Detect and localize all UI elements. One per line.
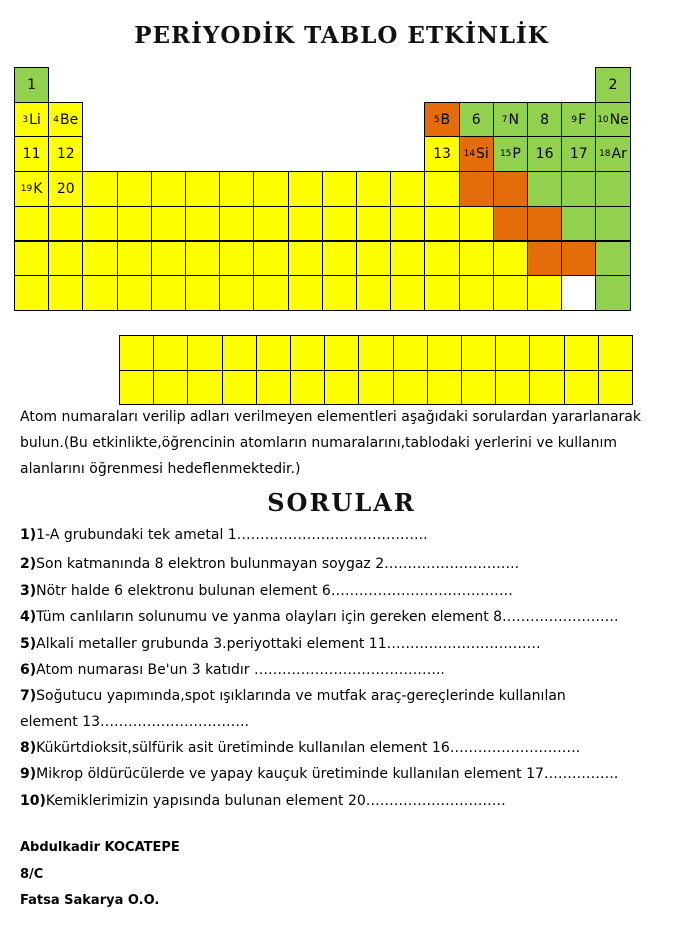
element-cell xyxy=(288,206,323,242)
element-cell xyxy=(288,171,323,207)
element-symbol: F xyxy=(578,111,587,128)
question-line xyxy=(20,527,670,543)
element-cell xyxy=(82,171,117,207)
element-cell xyxy=(185,275,220,311)
question-number: 7) xyxy=(20,688,37,704)
f-block-cell xyxy=(427,370,462,406)
element-cell xyxy=(288,275,323,311)
element-cell xyxy=(356,275,391,311)
f-block-cell xyxy=(119,370,154,406)
element-cell xyxy=(151,206,186,242)
element-cell xyxy=(424,102,459,138)
element-symbol: P xyxy=(512,146,521,163)
element-cell xyxy=(82,206,117,242)
f-block-cell xyxy=(564,370,599,406)
element-cell xyxy=(424,241,459,277)
element-cell xyxy=(561,136,596,172)
element-cell xyxy=(14,102,49,138)
element-cell xyxy=(151,275,186,311)
question-number: 9) xyxy=(20,766,37,782)
element-cell xyxy=(459,206,494,242)
element-symbol: N xyxy=(508,111,519,128)
element-label: 8 xyxy=(540,111,550,128)
element-cell xyxy=(322,206,357,242)
f-block-cell xyxy=(324,370,359,406)
f-block-cell xyxy=(529,335,564,371)
atomic-number: 7 xyxy=(501,114,508,125)
atomic-number: 18 xyxy=(599,149,611,160)
question-text: Kemiklerimizin yapısında bulunan element 20………………………… xyxy=(45,793,506,809)
question-line xyxy=(20,793,670,809)
element-cell xyxy=(117,241,152,277)
element-cell xyxy=(595,241,630,277)
f-block-cell xyxy=(358,335,393,371)
element-cell xyxy=(288,241,323,277)
question-text: Son katmanında 8 elektron bulunmayan soygaz 2……………………….. xyxy=(36,556,520,572)
atomic-number: 14 xyxy=(463,149,476,160)
element-cell xyxy=(493,206,528,242)
question-number: 5) xyxy=(20,636,37,652)
f-block-cell xyxy=(427,335,462,371)
question-line xyxy=(20,740,670,756)
element-cell xyxy=(390,241,425,277)
question-text: Soğutucu yapımında,spot ışıklarında ve mutfak araç-gereçlerinde kullanılan xyxy=(36,688,566,704)
question-number: 10) xyxy=(20,793,46,809)
element-cell xyxy=(459,136,494,172)
atomic-number: 4 xyxy=(53,114,60,125)
element-cell xyxy=(48,241,83,277)
element-cell xyxy=(151,241,186,277)
element-label: 17 xyxy=(569,146,588,163)
question-line xyxy=(20,766,670,782)
f-block-cell xyxy=(187,335,222,371)
element-cell xyxy=(82,275,117,311)
element-cell xyxy=(459,275,494,311)
element-label: 12 xyxy=(56,146,75,163)
element-cell xyxy=(82,241,117,277)
element-cell xyxy=(48,275,83,311)
element-symbol: Li xyxy=(29,111,41,128)
f-block-cell xyxy=(256,335,291,371)
element-cell xyxy=(595,67,630,103)
element-cell xyxy=(356,206,391,242)
f-block-cell xyxy=(153,370,188,406)
f-block-cell xyxy=(256,370,291,406)
element-cell xyxy=(48,102,83,138)
f-block-cell xyxy=(324,335,359,371)
element-cell xyxy=(14,136,49,172)
element-cell xyxy=(527,171,562,207)
element-cell xyxy=(14,67,49,103)
element-cell xyxy=(322,171,357,207)
element-symbol: K xyxy=(33,180,43,197)
author-school: Fatsa Sakarya O.O. xyxy=(20,893,160,908)
element-cell xyxy=(14,241,49,277)
element-cell xyxy=(48,206,83,242)
question-text: Alkali metaller grubunda 3.periyottaki element 11…………………………… xyxy=(36,636,541,652)
element-cell xyxy=(219,206,254,242)
element-symbol: Be xyxy=(60,111,79,128)
f-block-cell xyxy=(222,335,257,371)
atomic-number: 15 xyxy=(499,149,512,160)
element-cell xyxy=(561,275,596,311)
element-label: 16 xyxy=(535,146,554,163)
element-cell xyxy=(185,206,220,242)
element-cell xyxy=(595,136,630,172)
author-class: 8/C xyxy=(20,867,44,882)
element-cell xyxy=(595,171,630,207)
element-cell xyxy=(356,241,391,277)
question-number: 1) xyxy=(20,527,37,543)
f-block-cell xyxy=(222,370,257,406)
element-cell xyxy=(493,275,528,311)
question-number: 8) xyxy=(20,740,37,756)
question-line xyxy=(20,714,670,730)
element-label: 13 xyxy=(433,146,451,163)
element-cell xyxy=(493,102,528,138)
question-text: 1-A grubundaki tek ametal 1………………………………….. xyxy=(36,527,428,543)
element-symbol: Ne xyxy=(609,111,629,128)
atomic-number: 9 xyxy=(571,114,578,125)
element-cell xyxy=(219,275,254,311)
element-cell xyxy=(561,102,596,138)
element-cell xyxy=(117,206,152,242)
f-block-cell xyxy=(564,335,599,371)
question-text: Kükürtdioksit,sülfürik asit üretiminde kullanılan element 16………………………. xyxy=(36,740,581,756)
element-cell xyxy=(390,171,425,207)
element-label: 11 xyxy=(22,146,41,163)
element-cell xyxy=(527,275,562,311)
element-label: 6 xyxy=(471,111,481,128)
element-cell xyxy=(424,206,459,242)
atomic-number: 19 xyxy=(20,183,33,194)
f-block-cell xyxy=(598,370,633,406)
element-cell xyxy=(390,206,425,242)
element-cell xyxy=(117,171,152,207)
f-block-cell xyxy=(461,335,496,371)
element-cell xyxy=(493,241,528,277)
element-cell xyxy=(356,171,391,207)
element-cell xyxy=(48,136,83,172)
question-number: 2) xyxy=(20,556,37,572)
element-label: 1 xyxy=(27,76,37,93)
element-cell xyxy=(253,206,288,242)
element-cell xyxy=(493,171,528,207)
element-cell xyxy=(527,136,562,172)
questions-title: SORULAR xyxy=(267,488,416,517)
f-block-cell xyxy=(153,335,188,371)
element-cell xyxy=(561,206,596,242)
element-cell xyxy=(14,275,49,311)
element-cell xyxy=(390,275,425,311)
atomic-number: 3 xyxy=(22,114,29,125)
element-cell xyxy=(14,206,49,242)
f-block-cell xyxy=(290,370,325,406)
element-cell xyxy=(527,241,562,277)
question-number: 4) xyxy=(20,609,37,625)
question-line xyxy=(20,688,670,704)
element-cell xyxy=(561,241,596,277)
question-line xyxy=(20,609,670,625)
element-cell xyxy=(48,171,83,207)
f-block-cell xyxy=(461,370,496,406)
element-cell xyxy=(253,171,288,207)
element-cell xyxy=(185,171,220,207)
element-label: 2 xyxy=(608,76,618,93)
element-cell xyxy=(424,136,459,172)
page-title: PERİYODİK TABLO ETKİNLİK xyxy=(134,22,549,49)
element-label: 20 xyxy=(56,180,75,197)
element-cell xyxy=(117,275,152,311)
question-text: Nötr halde 6 elektronu bulunan element 6………………………………… xyxy=(36,583,513,599)
question-line xyxy=(20,583,670,599)
element-cell xyxy=(219,171,254,207)
f-block-cell xyxy=(358,370,393,406)
question-line xyxy=(20,556,670,572)
f-block-cell xyxy=(393,335,428,371)
f-block-cell xyxy=(495,370,530,406)
question-text: element 13………………………….. xyxy=(20,714,249,730)
element-cell xyxy=(459,171,494,207)
f-block-cell xyxy=(290,335,325,371)
element-symbol: Ar xyxy=(611,146,627,163)
question-text: Atom numarası Be'un 3 katıdır ………………………………….. xyxy=(36,662,445,678)
element-cell xyxy=(459,241,494,277)
element-cell xyxy=(424,275,459,311)
element-cell xyxy=(322,241,357,277)
question-line xyxy=(20,636,670,652)
element-symbol: Si xyxy=(476,146,489,163)
element-cell xyxy=(527,102,562,138)
author-name: Abdulkadir KOCATEPE xyxy=(20,840,180,855)
element-cell xyxy=(253,241,288,277)
element-cell xyxy=(253,275,288,311)
f-block-cell xyxy=(187,370,222,406)
element-cell xyxy=(185,241,220,277)
question-number: 6) xyxy=(20,662,37,678)
intro-paragraph: Atom numaraları verilip adları verilmeyen elementleri aşağıdaki sorulardan yararlanarak bulun.(Bu etkinlikte,öğrencinin atomların numaralarını,tablodaki yerlerini ve kullanım alanlarını öğrenmesi hedeflenmektedir.) xyxy=(20,409,641,477)
element-cell xyxy=(151,171,186,207)
f-block-cell xyxy=(598,335,633,371)
question-line xyxy=(20,662,670,678)
element-symbol: B xyxy=(440,111,451,128)
element-cell xyxy=(527,206,562,242)
f-block-cell xyxy=(119,335,154,371)
element-cell xyxy=(493,136,528,172)
f-block-cell xyxy=(529,370,564,406)
atomic-number: 10 xyxy=(597,114,609,125)
atomic-number: 5 xyxy=(433,114,440,125)
element-cell xyxy=(459,102,494,138)
f-block-cell xyxy=(393,370,428,406)
element-cell xyxy=(561,171,596,207)
element-cell xyxy=(14,171,49,207)
question-text: Mikrop öldürücülerde ve yapay kauçuk üretiminde kullanılan element 17……………. xyxy=(36,766,619,782)
element-cell xyxy=(595,206,630,242)
element-cell xyxy=(595,102,630,138)
element-cell xyxy=(424,171,459,207)
element-cell xyxy=(219,241,254,277)
f-block-cell xyxy=(495,335,530,371)
question-number: 3) xyxy=(20,583,37,599)
element-cell xyxy=(322,275,357,311)
question-text: Tüm canlıların solunumu ve yanma olayları için gereken element 8……………………. xyxy=(36,609,619,625)
element-cell xyxy=(595,275,630,311)
